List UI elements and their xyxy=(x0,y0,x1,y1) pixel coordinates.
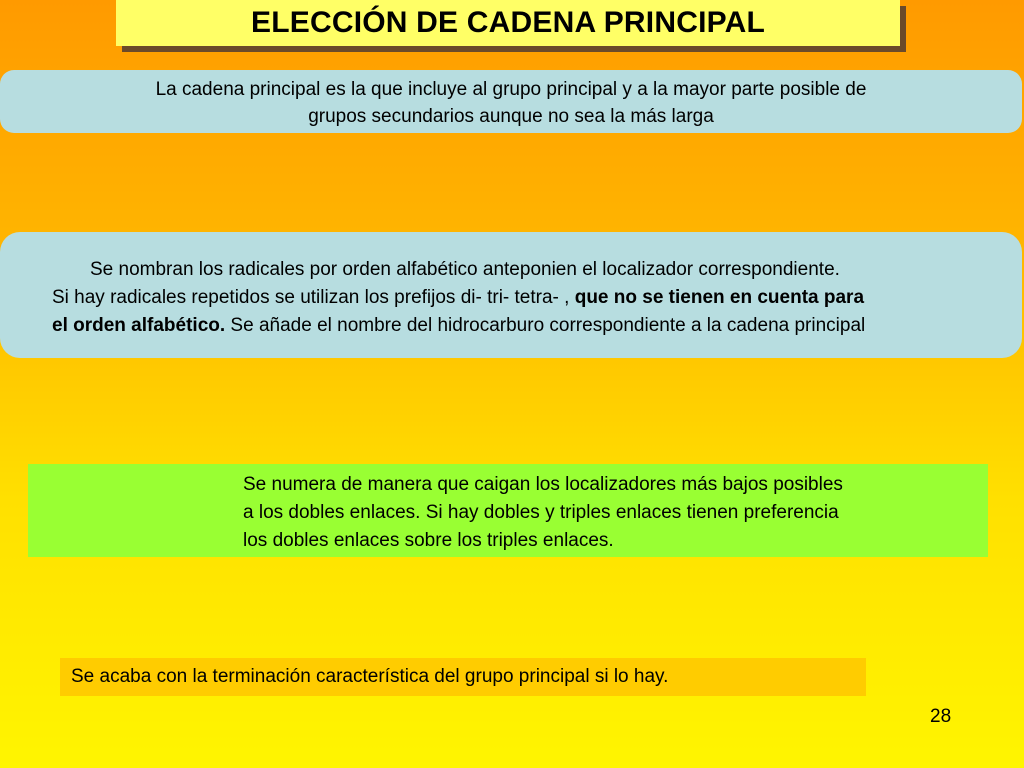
naming-radicals-line-3 xyxy=(52,312,865,340)
numbering-rule-box xyxy=(28,464,988,557)
numbering-rule-line-2: a los dobles enlaces. Si hay dobles y triples enlaces tienen preferencia xyxy=(243,502,839,523)
naming-radicals-line-2 xyxy=(52,284,864,312)
slide-title: ELECCIÓN DE CADENA PRINCIPAL xyxy=(116,0,900,46)
naming-radicals-line-1: Se nombran los radicales por orden alfabético anteponien el localizador correspondiente. xyxy=(90,259,840,280)
numbering-rule-text xyxy=(243,471,843,555)
main-chain-rule-line-1: La cadena principal es la que incluye al grupo principal y a la mayor parte posible de xyxy=(155,79,867,100)
naming-radicals-box xyxy=(0,232,1022,358)
ending-rule-text: Se acaba con la terminación característica del grupo principal si lo hay. xyxy=(71,666,669,687)
page-number: 28 xyxy=(930,706,952,727)
main-chain-rule-box xyxy=(0,70,1022,133)
naming-radicals-line-2-text: Si hay radicales repetidos se utilizan los prefijos di- tri- tetra- , xyxy=(52,287,575,308)
naming-radicals-line-3-text: Se añade el nombre del hidrocarburo correspondiente a la cadena principal xyxy=(225,315,866,336)
numbering-rule-line-3: los dobles enlaces sobre los triples enlaces. xyxy=(243,530,614,551)
naming-radicals-line-3-emphasis: el orden alfabético. xyxy=(52,315,226,336)
numbering-rule-line-1: Se numera de manera que caigan los localizadores más bajos posibles xyxy=(243,474,843,495)
main-chain-rule-line-2: grupos secundarios aunque no sea la más larga xyxy=(308,106,714,127)
naming-radicals-line-2-emphasis: que no se tienen en cuenta para xyxy=(574,287,865,308)
ending-rule-box xyxy=(60,658,866,696)
